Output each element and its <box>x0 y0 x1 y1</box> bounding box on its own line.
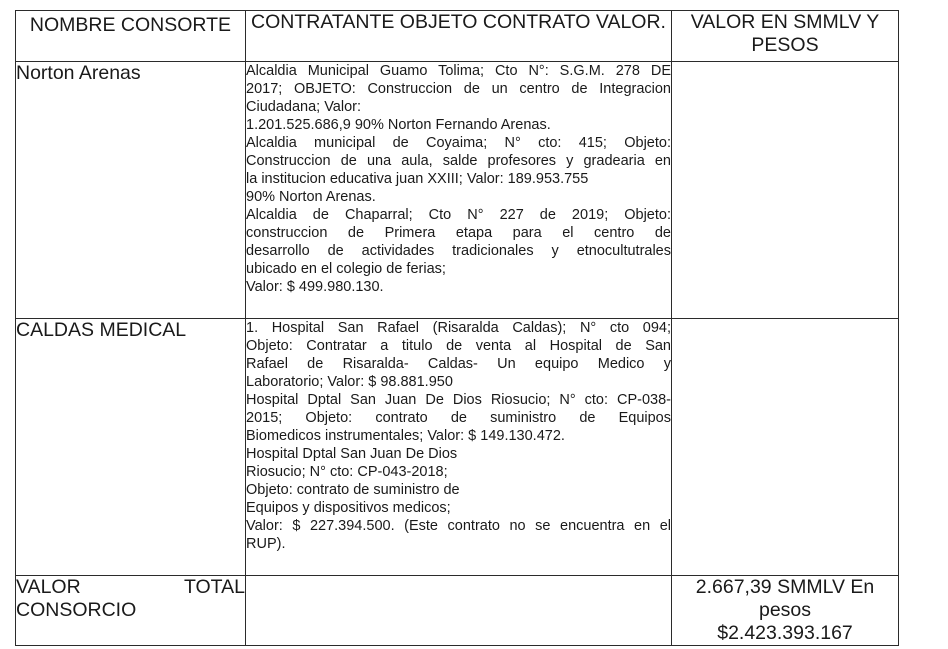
detail-line: Objeto: contrato de suministro de <box>246 482 460 498</box>
header-valor-smmlv: VALOR EN SMMLV Y PESOS <box>672 11 899 62</box>
total-label-line1 <box>16 576 245 599</box>
detail-line: Rafael de Risaralda- Caldas- Un equipo Medico y <box>246 356 671 372</box>
detail-line: Riosucio; N° cto: CP-043-2018; <box>246 464 448 480</box>
detail-line: Hospital Dptal San Juan De Dios Riosucio; N° cto: CP-038- <box>246 392 671 408</box>
contract-details <box>246 62 672 319</box>
detail-line: desarrollo de actividades tradicionales y etnocultutrales <box>246 243 671 259</box>
total-value-pesos: $2.423.393.167 <box>717 622 853 644</box>
total-label-word-valor: VALOR <box>16 576 81 598</box>
detail-line: la institucion educativa juan XXIII; Valor: 189.953.755 <box>246 171 589 187</box>
consorte-value <box>672 319 899 576</box>
total-label-word-total: TOTAL <box>183 576 245 598</box>
total-row <box>16 576 899 646</box>
total-value-pesos-label: pesos <box>758 599 812 621</box>
table-row <box>16 319 899 576</box>
contract-details <box>246 319 672 576</box>
detail-line: Biomedicos instrumentales; Valor: $ 149.130.472. <box>246 428 565 444</box>
detail-line: RUP). <box>246 536 286 552</box>
consortium-table <box>15 10 899 646</box>
detail-line: ubicado en el colegio de ferias; <box>246 261 446 277</box>
total-label-line2: CONSORCIO <box>16 599 137 621</box>
consorte-name: Norton Arenas <box>16 62 246 319</box>
detail-line: 2017; OBJETO: Construccion de un centro de Integracion <box>246 81 671 97</box>
total-value <box>672 576 899 646</box>
total-label <box>16 576 246 646</box>
detail-line: Valor: $ 499.980.130. <box>246 279 384 295</box>
consorte-name: CALDAS MEDICAL <box>16 319 246 576</box>
detail-line: Alcaldia de Chaparral; Cto N° 227 de 2019; Objeto: <box>246 207 671 223</box>
detail-line: 1. Hospital San Rafael (Risaralda Caldas); N° cto 094; <box>246 320 671 336</box>
detail-line: construccion de Primera etapa para el centro de <box>246 225 671 241</box>
total-value-smmlv: 2.667,39 SMMLV En <box>695 576 875 598</box>
header-nombre-consorte: NOMBRE CONSORTE <box>16 11 246 62</box>
table-row <box>16 62 899 319</box>
detail-line: Alcaldia municipal de Coyaima; N° cto: 415; Objeto: <box>246 135 671 151</box>
detail-line: Laboratorio; Valor: $ 98.881.950 <box>246 374 453 390</box>
detail-line: 1.201.525.686,9 90% Norton Fernando Arenas. <box>246 117 551 133</box>
detail-line: Ciudadana; Valor: <box>246 99 362 115</box>
header-contratante-objeto: CONTRATANTE OBJETO CONTRATO VALOR. <box>246 11 672 62</box>
detail-line: Hospital Dptal San Juan De Dios <box>246 446 458 462</box>
detail-line: Equipos y dispositivos medicos; <box>246 500 451 516</box>
detail-line: Construccion de una aula, salde profesores y gradearia en <box>246 153 671 169</box>
detail-line: 2015; Objeto: contrato de suministro de Equipos <box>246 410 671 426</box>
consorte-value <box>672 62 899 319</box>
detail-line: Alcaldia Municipal Guamo Tolima; Cto N°: S.G.M. 278 DE <box>246 63 671 79</box>
detail-line: 90% Norton Arenas. <box>246 189 376 205</box>
detail-line: Objeto: Contratar a titulo de venta al Hospital de San <box>246 338 671 354</box>
header-row <box>16 11 899 62</box>
detail-line: Valor: $ 227.394.500. (Este contrato no se encuentra en el <box>246 518 671 534</box>
total-middle-cell <box>246 576 672 646</box>
